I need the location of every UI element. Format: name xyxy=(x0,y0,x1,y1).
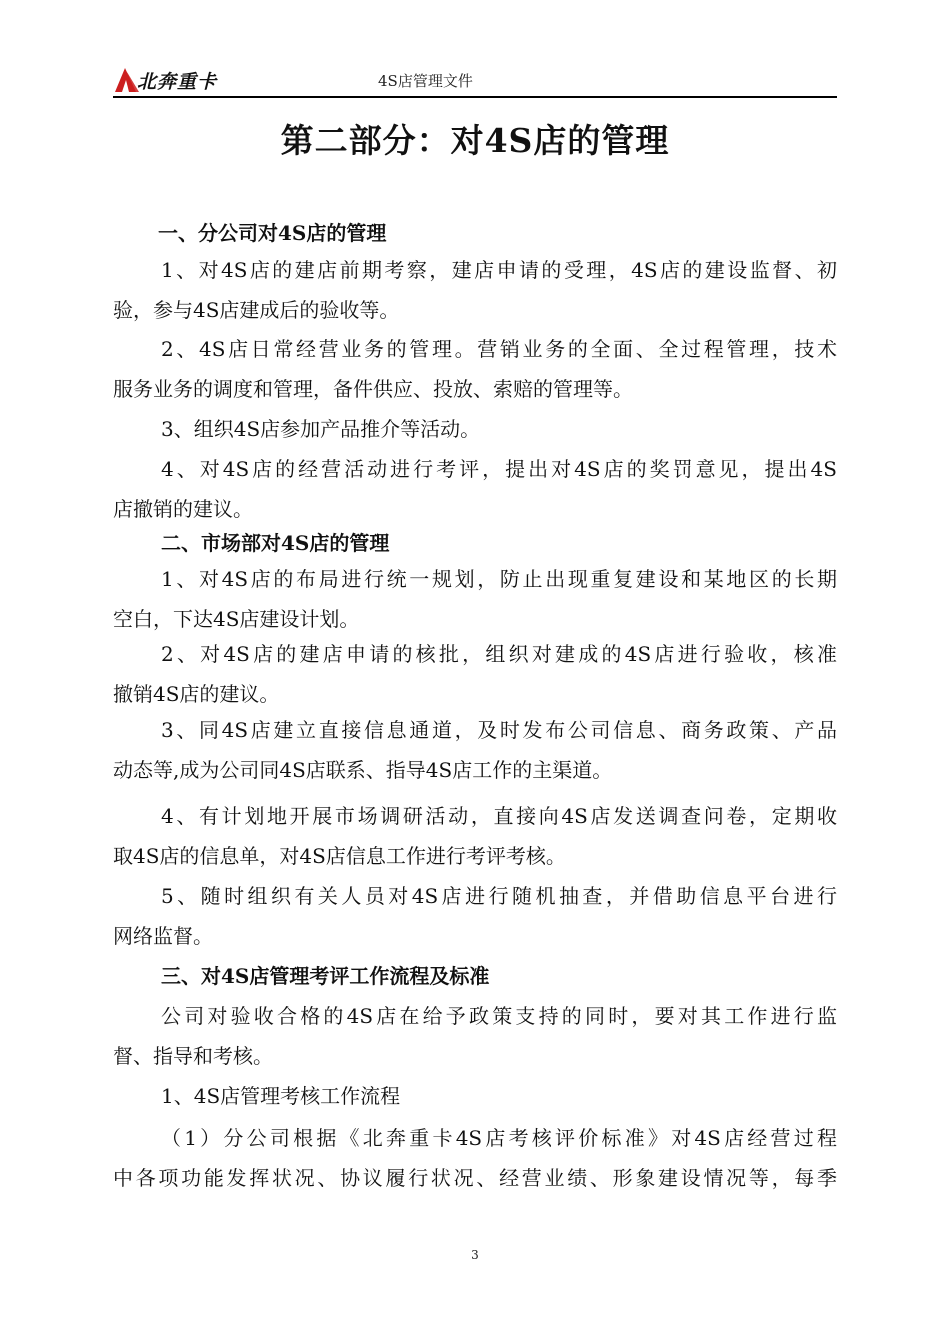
text-line: 1、对4S店的建店前期考察，建店申请的受理，4S店的建设监督、初 xyxy=(161,258,837,282)
text-line: 服务业务的调度和管理，备件供应、投放、索赔的管理等。 xyxy=(113,377,633,401)
text-line: 动态等,成为公司同4S店联系、指导4S店工作的主渠道。 xyxy=(113,758,613,782)
text-line: 公司对验收合格的4S店在给予政策支持的同时，要对其工作进行监 xyxy=(161,1004,837,1028)
paragraph-1-1 xyxy=(113,250,837,330)
paragraph-2-5 xyxy=(113,876,837,956)
paragraph-3-para1 xyxy=(113,1118,837,1198)
section-heading-3: 三、对4S店管理考评工作流程及标准 xyxy=(161,964,490,988)
text-line: 4、对4S店的经营活动进行考评，提出对4S店的奖罚意见，提出4S xyxy=(161,457,837,481)
header-doc-title: 4S店管理文件 xyxy=(378,72,473,90)
logo-text: 北奔重卡 xyxy=(137,70,218,93)
paragraph-3-intro xyxy=(113,996,837,1076)
text-line: 2、对4S店的建店申请的核批，组织对建成的4S店进行验收，核准 xyxy=(161,642,837,666)
paragraph-2-3 xyxy=(113,710,837,790)
page-number: 3 xyxy=(471,1248,479,1262)
paragraph-3-sub1 xyxy=(113,1076,837,1116)
text-line: （1）分公司根据《北奔重卡4S店考核评价标准》对4S店经营过程 xyxy=(161,1126,837,1150)
paragraph-2-1 xyxy=(113,559,837,639)
text-line: 5、随时组织有关人员对4S店进行随机抽查，并借助信息平台进行 xyxy=(161,884,837,908)
text-line: 撤销4S店的建议。 xyxy=(113,682,280,706)
text-line: 中各项功能发挥状况、协议履行状况、经营业绩、形象建设情况等，每季 xyxy=(113,1166,837,1190)
paragraph-2-2 xyxy=(113,634,837,714)
text-line: 2、4S店日常经营业务的管理。营销业务的全面、全过程管理，技术 xyxy=(161,337,837,361)
text-line: 1、4S店管理考核工作流程 xyxy=(161,1084,401,1108)
text-line: 1、对4S店的布局进行统一规划，防止出现重复建设和某地区的长期 xyxy=(161,567,837,591)
section-heading-2: 二、市场部对4S店的管理 xyxy=(161,531,390,555)
company-logo xyxy=(113,66,217,94)
text-line: 3、组织4S店参加产品推介等活动。 xyxy=(161,417,481,441)
text-line: 空白，下达4S店建设计划。 xyxy=(113,607,360,631)
text-line: 网络监督。 xyxy=(113,924,213,948)
paragraph-1-4 xyxy=(113,449,837,529)
text-line: 验，参与4S店建成后的验收等。 xyxy=(113,298,400,322)
page-header xyxy=(113,64,837,98)
text-line: 取4S店的信息单，对4S店信息工作进行考评考核。 xyxy=(113,844,566,868)
text-line: 4、有计划地开展市场调研活动，直接向4S店发送调查问卷，定期收 xyxy=(161,804,837,828)
text-line: 店撤销的建议。 xyxy=(113,497,253,521)
text-line: 督、指导和考核。 xyxy=(113,1044,273,1068)
page-title: 第二部分：对4S店的管理 xyxy=(280,121,670,160)
text-line: 3、同4S店建立直接信息通道，及时发布公司信息、商务政策、产品 xyxy=(161,718,837,742)
paragraph-2-4 xyxy=(113,796,837,876)
paragraph-1-3 xyxy=(113,409,837,449)
section-heading-1: 一、分公司对4S店的管理 xyxy=(158,221,387,245)
paragraph-1-2 xyxy=(113,329,837,409)
